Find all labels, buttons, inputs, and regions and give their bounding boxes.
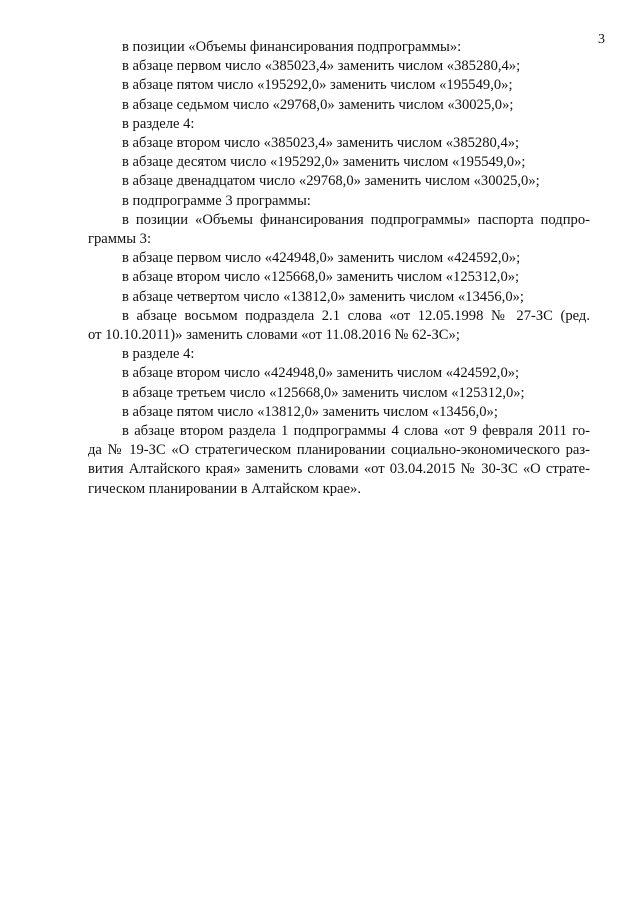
text-line: в абзаце пятом число «195292,0» заменить числом «195549,0»; bbox=[122, 77, 513, 94]
text-line: да № 19-ЗС «О стратегическом планировании социально-экономического раз- bbox=[88, 442, 590, 459]
page-number: 3 bbox=[598, 32, 605, 47]
text-line: в абзаце восьмом подраздела 2.1 слова «от 12.05.1998 № 27-ЗС (ред. bbox=[122, 307, 590, 324]
text-line: в абзаце третьем число «125668,0» заменить числом «125312,0»; bbox=[122, 384, 525, 401]
text-line: вития Алтайского края» заменить словами «от 03.04.2015 № 30-ЗС «О страте- bbox=[88, 461, 590, 478]
text-line: гическом планировании в Алтайском крае». bbox=[88, 480, 361, 497]
text-line: в абзаце четвертом число «13812,0» заменить числом «13456,0»; bbox=[122, 288, 524, 305]
text-line: в абзаце первом число «385023,4» заменить числом «385280,4»; bbox=[122, 58, 521, 75]
text-line: в позиции «Объемы финансирования подпрограммы» паспорта подпро- bbox=[122, 211, 590, 228]
document-body bbox=[88, 38, 590, 499]
text-line: в абзаце первом число «424948,0» заменить числом «424592,0»; bbox=[122, 250, 521, 267]
text-line: от 10.10.2011)» заменить словами «от 11.08.2016 № 62-ЗС»; bbox=[88, 327, 460, 344]
text-line: в абзаце седьмом число «29768,0» заменить числом «30025,0»; bbox=[122, 96, 514, 113]
text-line: в разделе 4: bbox=[122, 346, 195, 363]
text-line: в абзаце втором раздела 1 подпрограммы 4 слова «от 9 февраля 2011 го- bbox=[122, 423, 590, 440]
text-line: в абзаце втором число «385023,4» заменить числом «385280,4»; bbox=[122, 135, 520, 152]
text-line: в абзаце втором число «125668,0» заменить числом «125312,0»; bbox=[122, 269, 520, 286]
text-line: в позиции «Объемы финансирования подпрограммы»: bbox=[122, 39, 462, 55]
text-line: граммы 3: bbox=[88, 231, 152, 248]
text-line: в абзаце двенадцатом число «29768,0» заменить числом «30025,0»; bbox=[122, 173, 540, 190]
text-line: в абзаце десятом число «195292,0» заменить числом «195549,0»; bbox=[122, 154, 526, 171]
text-line: в абзаце пятом число «13812,0» заменить числом «13456,0»; bbox=[122, 403, 498, 420]
text-line: в подпрограмме 3 программы: bbox=[122, 192, 311, 209]
text-line: в абзаце втором число «424948,0» заменить числом «424592,0»; bbox=[122, 365, 520, 382]
text-line: в разделе 4: bbox=[122, 115, 195, 132]
